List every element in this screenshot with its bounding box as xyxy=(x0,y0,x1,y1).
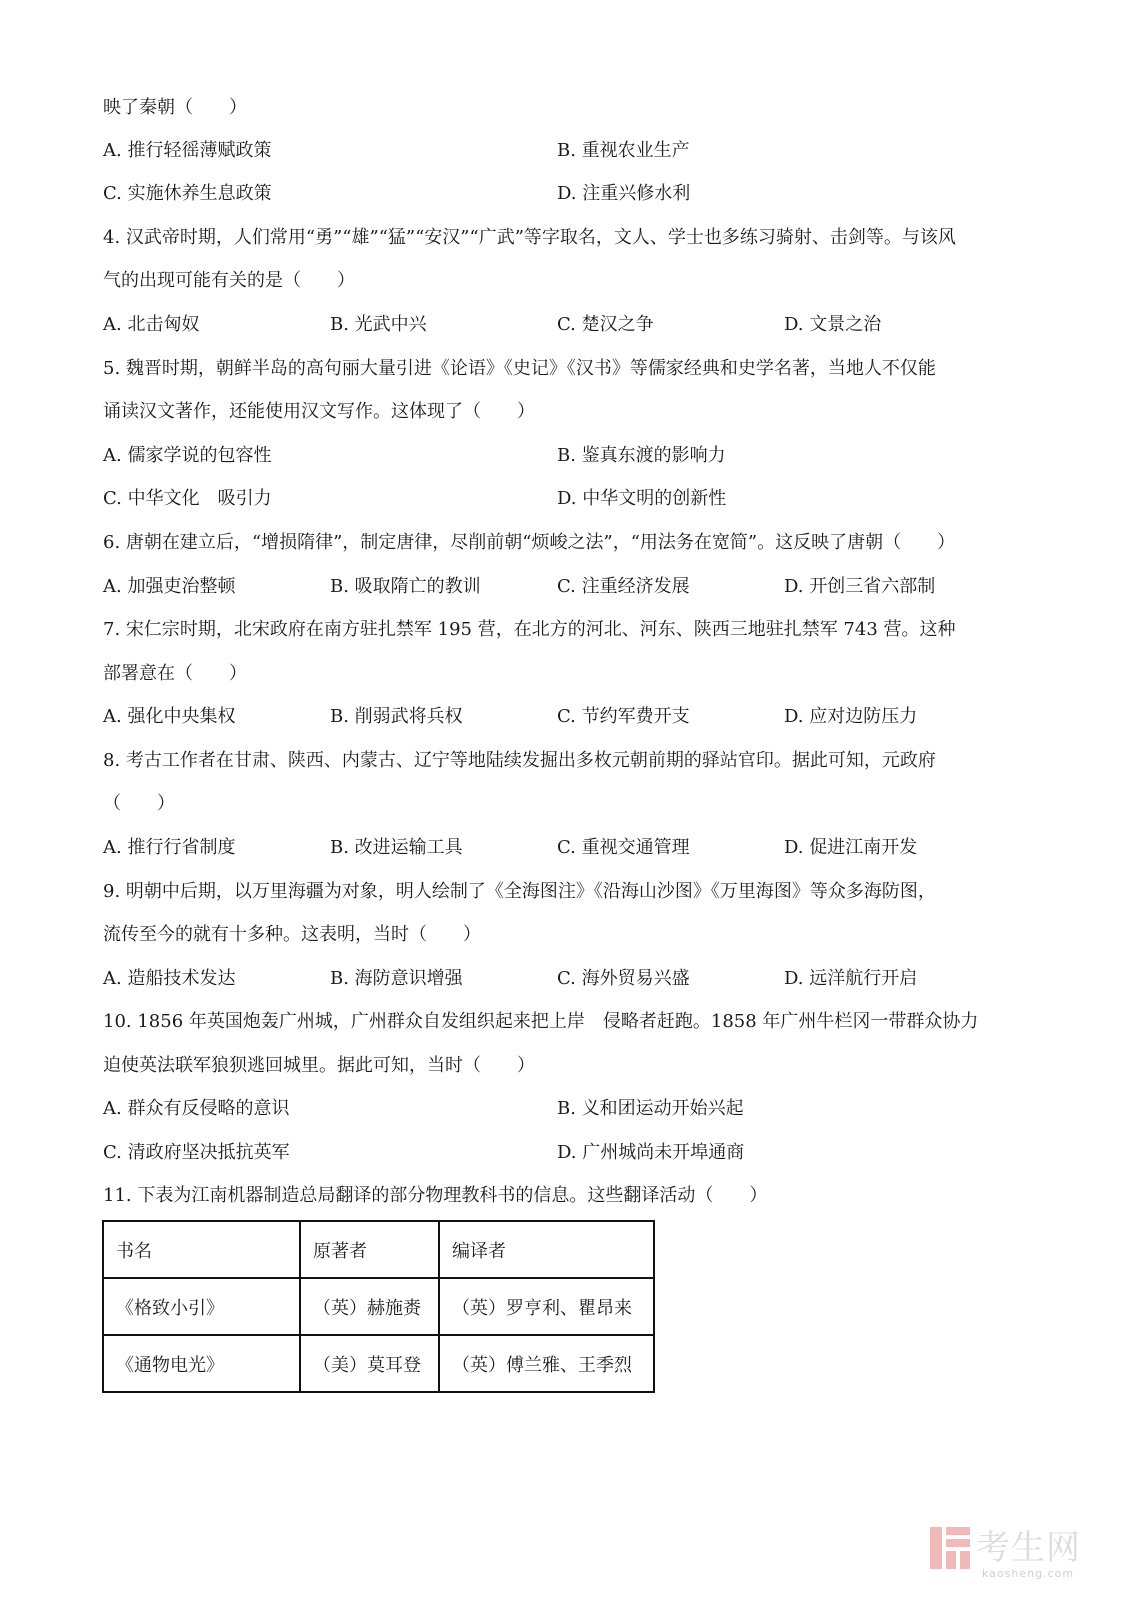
q6-option-a: A. 加强吏治整顿 xyxy=(103,576,236,597)
q10-option-b: B. 义和团运动开始兴起 xyxy=(557,1098,744,1119)
q5-stem-line2: 诵读汉文著作，还能使用汉文写作。这体现了（ ） xyxy=(103,401,535,422)
q4-option-a: A. 北击匈奴 xyxy=(103,314,200,335)
q5-option-d: D. 中华文明的创新性 xyxy=(557,488,727,509)
q8-stem-line2: （ ） xyxy=(103,793,175,814)
table-header-cell: 原著者 xyxy=(300,1221,439,1278)
q6-option-c: C. 注重经济发展 xyxy=(557,576,690,597)
q7-option-a: A. 强化中央集权 xyxy=(103,706,236,727)
q8-option-a: A. 推行行省制度 xyxy=(103,837,236,858)
table-header-row xyxy=(103,1221,654,1278)
q4-option-b: B. 光武中兴 xyxy=(330,314,427,335)
q10-stem-line1: 10. 1856 年英国炮轰广州城，广州群众自发组织起来把上岸 侵略者赶跑。1858 年广州牛栏冈一带群众协力 xyxy=(103,1011,979,1032)
table-header-cell: 书名 xyxy=(103,1221,300,1278)
table-row xyxy=(103,1278,654,1335)
q4-stem-line2: 气的出现可能有关的是（ ） xyxy=(103,270,355,291)
q9-option-a: A. 造船技术发达 xyxy=(103,968,236,989)
q10-option-d: D. 广州城尚未开埠通商 xyxy=(557,1142,745,1163)
table-cell: （英）罗亨利、瞿昂来 xyxy=(439,1278,654,1335)
q7-option-d: D. 应对边防压力 xyxy=(784,706,918,727)
q7-option-b: B. 削弱武将兵权 xyxy=(330,706,463,727)
q7-stem-line2: 部署意在（ ） xyxy=(103,663,247,684)
q3-option-a: A. 推行轻徭薄赋政策 xyxy=(103,140,272,161)
translation-table xyxy=(102,1220,655,1393)
q9-option-c: C. 海外贸易兴盛 xyxy=(557,968,690,989)
q5-stem-line1: 5. 魏晋时期，朝鲜半岛的高句丽大量引进《论语》《史记》《汉书》等儒家经典和史学名著，当地人不仅能 xyxy=(103,358,936,379)
table-cell: 《格致小引》 xyxy=(103,1278,300,1335)
q9-stem-line2: 流传至今的就有十多种。这表明，当时（ ） xyxy=(103,924,481,945)
watermark xyxy=(930,1527,1090,1587)
table-cell: （英）赫施赉 xyxy=(300,1278,439,1335)
q4-stem-line1: 4. 汉武帝时期，人们常用“勇”“雄”“猛”“安汉”“广武”等字取名，文人、学士也多练习骑射、击剑等。与该风 xyxy=(103,227,956,248)
q9-option-b: B. 海防意识增强 xyxy=(330,968,463,989)
q8-stem-line1: 8. 考古工作者在甘肃、陕西、内蒙古、辽宁等地陆续发掘出多枚元朝前期的驿站官印。据此可知，元政府 xyxy=(103,750,936,771)
q4-option-d: D. 文景之治 xyxy=(784,314,882,335)
table-cell: （美）莫耳登 xyxy=(300,1335,439,1392)
watermark-brand: 考生网 xyxy=(976,1528,1081,1568)
table-cell: 《通物电光》 xyxy=(103,1335,300,1392)
q3-option-d: D. 注重兴修水利 xyxy=(557,183,691,204)
q7-option-c: C. 节约军费开支 xyxy=(557,706,690,727)
table-row xyxy=(103,1335,654,1392)
table-cell: （英）傅兰雅、王季烈 xyxy=(439,1335,654,1392)
q3-option-c: C. 实施休养生息政策 xyxy=(103,183,272,204)
q6-stem-line1: 6. 唐朝在建立后，“增损隋律”，制定唐律，尽削前朝“烦峻之法”，“用法务在宽简”。这反映了唐朝（ ） xyxy=(103,532,956,553)
q7-stem-line1: 7. 宋仁宗时期，北宋政府在南方驻扎禁军 195 营，在北方的河北、河东、陕西三地驻扎禁军 743 营。这种 xyxy=(103,619,956,640)
q8-option-b: B. 改进运输工具 xyxy=(330,837,463,858)
q10-stem-line2: 迫使英法联军狼狈逃回城里。据此可知，当时（ ） xyxy=(103,1055,535,1076)
q3-stem-tail: 映了秦朝（ ） xyxy=(103,97,247,118)
brand-logo-icon xyxy=(930,1527,970,1569)
q5-option-b: B. 鉴真东渡的影响力 xyxy=(557,445,726,466)
table-header-cell: 编译者 xyxy=(439,1221,654,1278)
q10-option-a: A. 群众有反侵略的意识 xyxy=(103,1098,290,1119)
q8-option-d: D. 促进江南开发 xyxy=(784,837,918,858)
q4-option-c: C. 楚汉之争 xyxy=(557,314,654,335)
q9-stem-line1: 9. 明朝中后期，以万里海疆为对象，明人绘制了《全海图注》《沿海山沙图》《万里海图》等众多海防图， xyxy=(103,881,936,902)
q11-stem-line1: 11. 下表为江南机器制造总局翻译的部分物理教科书的信息。这些翻译活动（ ） xyxy=(103,1185,768,1206)
q3-option-b: B. 重视农业生产 xyxy=(557,140,690,161)
q6-option-b: B. 吸取隋亡的教训 xyxy=(330,576,481,597)
q9-option-d: D. 远洋航行开启 xyxy=(784,968,918,989)
q5-option-a: A. 儒家学说的包容性 xyxy=(103,445,272,466)
watermark-url: kaosheng.com xyxy=(982,1567,1075,1580)
q10-option-c: C. 清政府坚决抵抗英军 xyxy=(103,1142,290,1163)
q8-option-c: C. 重视交通管理 xyxy=(557,837,690,858)
q5-option-c: C. 中华文化 吸引力 xyxy=(103,488,272,509)
q6-option-d: D. 开创三省六部制 xyxy=(784,576,936,597)
